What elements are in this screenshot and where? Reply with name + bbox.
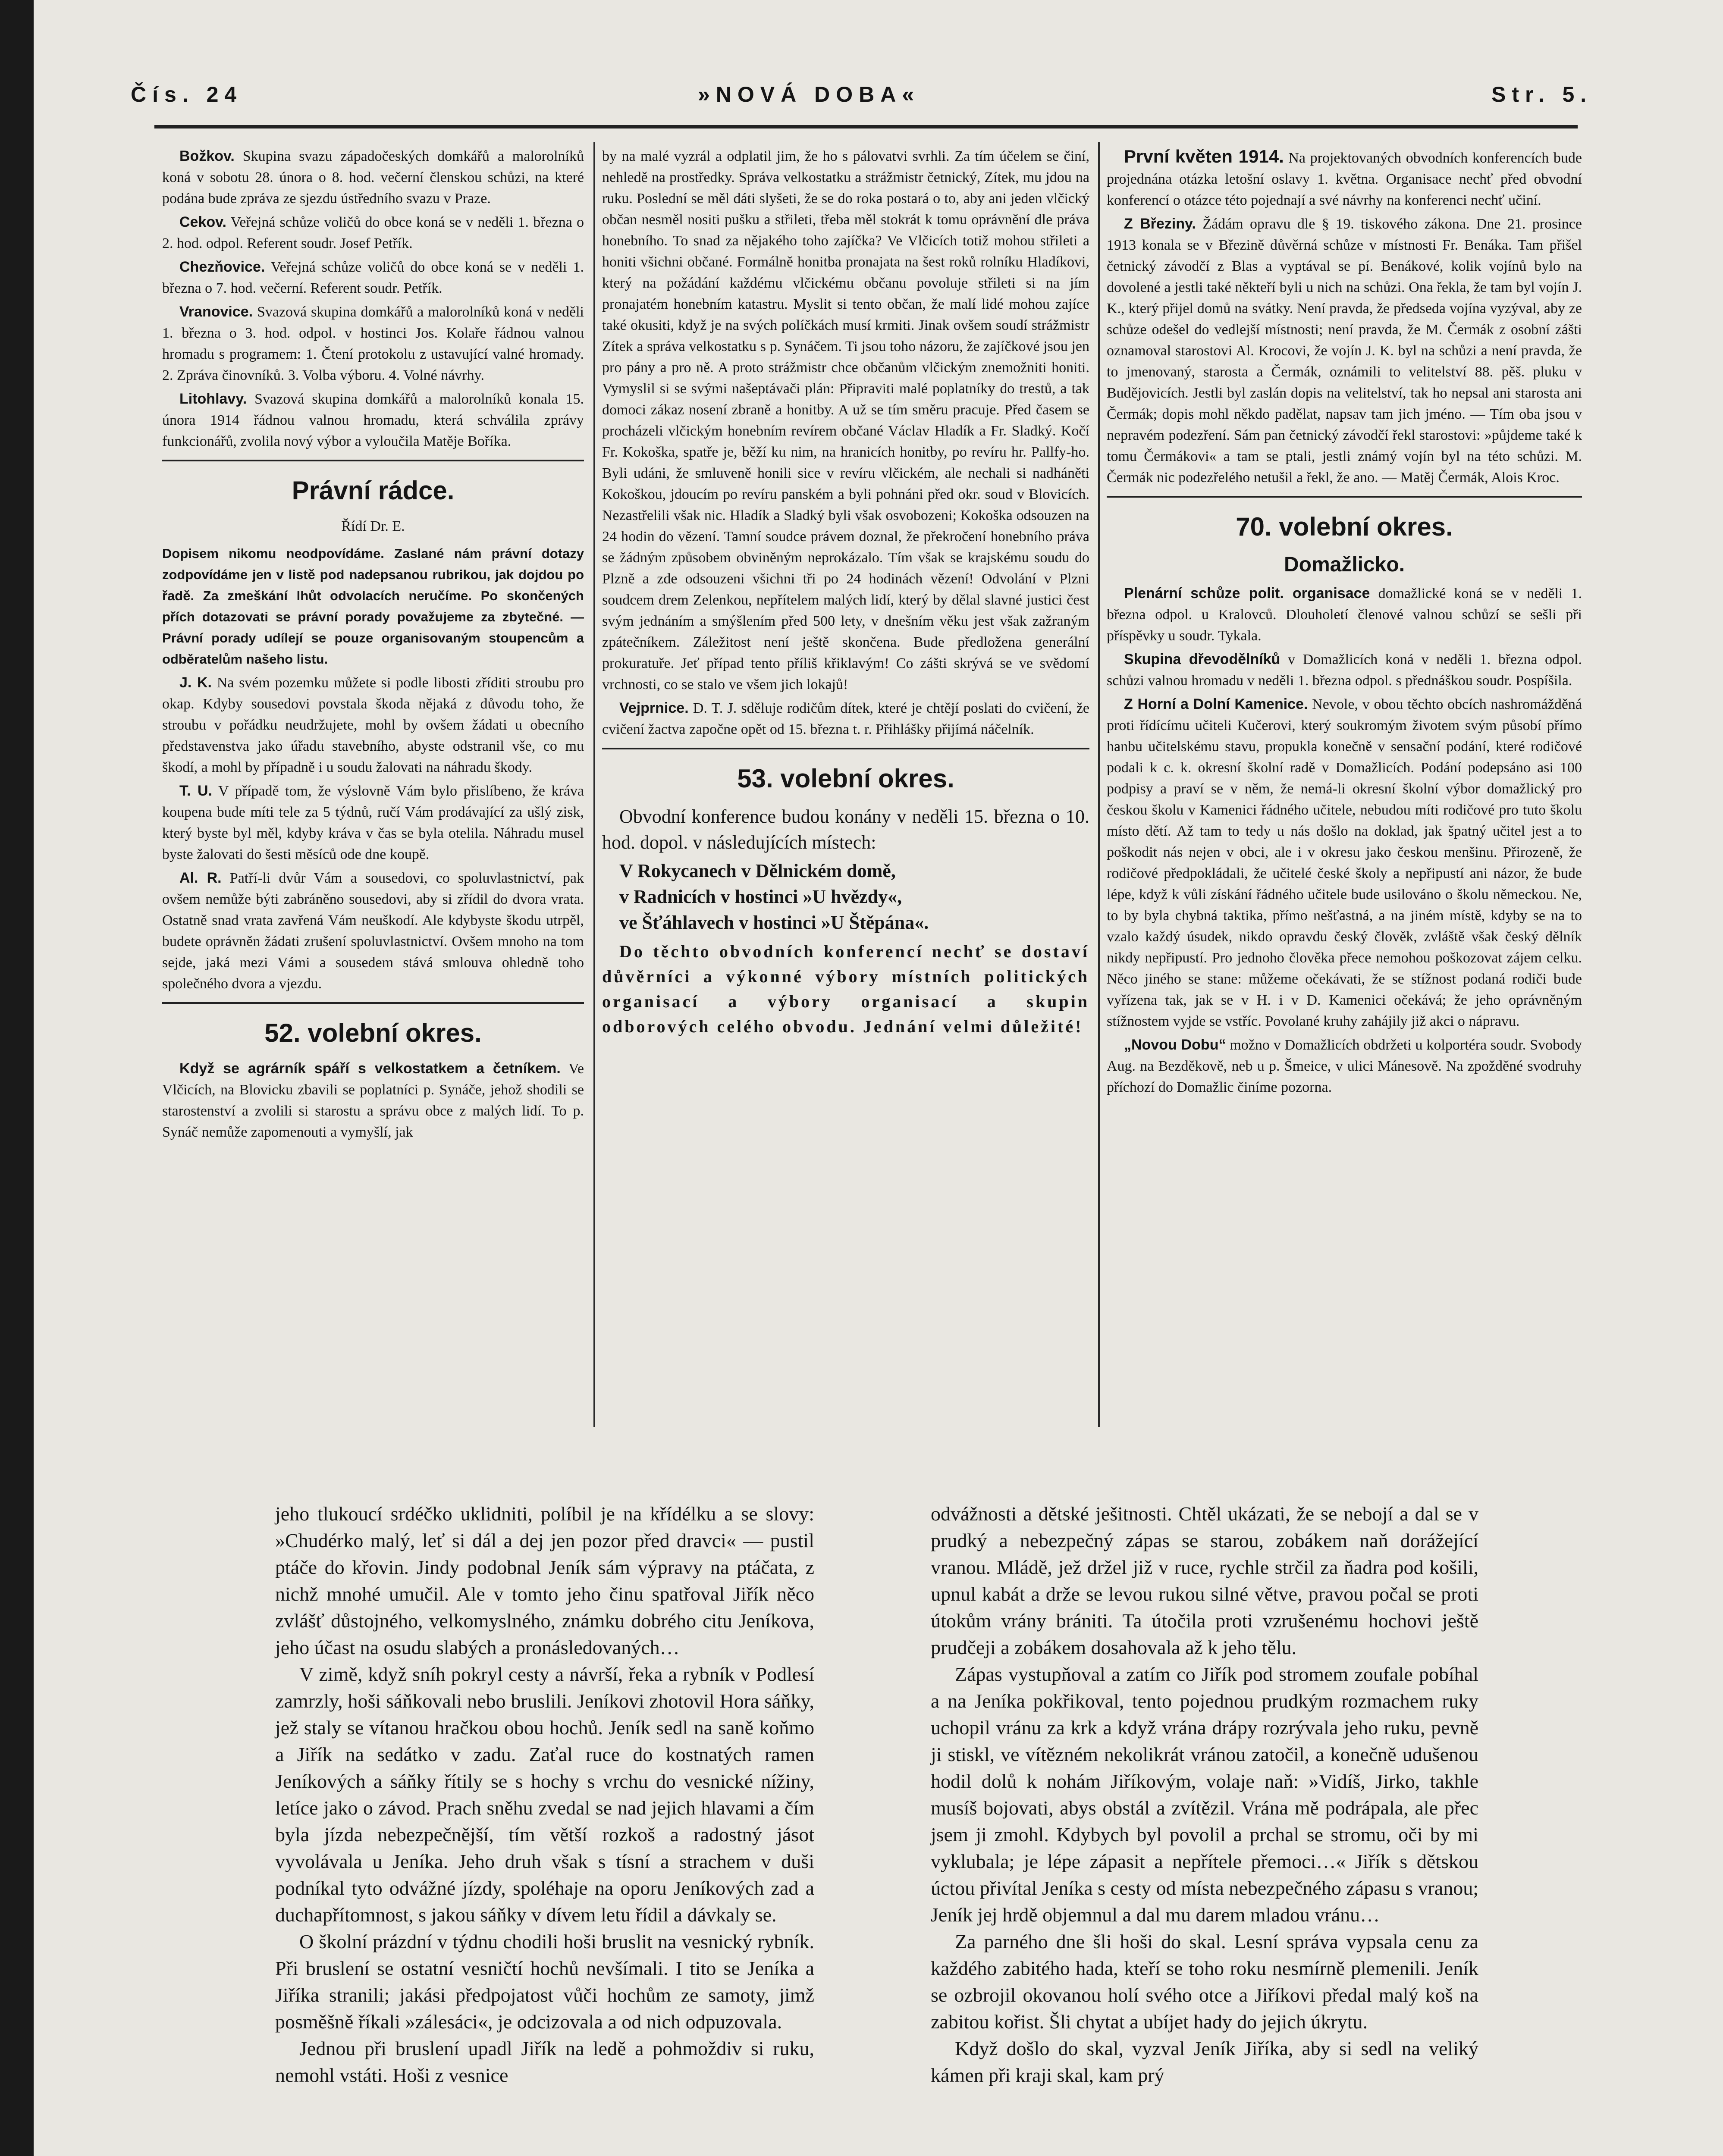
news-brezina: Z Březiny. Žádám opravu dle § 19. tiskového zákona. Dne 21. prosince 1913 konala se v Březině důvěrná schůze v místnosti Fr. Benáka. Tam přišel četnický závodčí z Blas a vyptával se pí. Benákové, kolik vojínů bylo na dovolené a jestli také někteří byli u nich na schůzi. Ona řekla, že tam byl vojín J. K., který přijel domů na svátky. Není pravda, že předseda vojína vyzýval, aby ze schůze odešel do vedlejší místnosti; není pravda, že M. Čermák z osobní zášti oznamoval starostovi Al. Krocovi, že vojín J. K. byl na schůzi a není pravda, že to jmenovaný, starosta a Čermák, oznámili to velitelství 88. pěš. pluku v Budějovicích. Jestli byl zaslán dopis na velitelství, tak ho nepsal ani starosta ani Čermák; dopis mohl někdo padělat, napsav tam jich jméno. — Tím oba jsou v nepravém podezření. Sám pan četnický závodčí řekl starostovi: »půjdeme také k tomu Čermákovi« a tam se ptali, jestli známý vojín byl na této schůzi. M. Čermák nic podezřelého netušil a řekl, že ano. — Matěj Čermák, Alois Kroc.	[1107, 216, 1582, 486]
column-1	[162, 146, 584, 1145]
story-paragraph: odvážnosti a dětské ješitnosti. Chtěl ukázati, že se nebojí a dal se v prudký a nebezpečný zápas se starou, zobákem naň dorážející vranou. Mládě, jež držel již v ruce, rychle strčil za ňadra pod košili, upnul kabát a drže se levou rukou silné větve, pravou počal se proti útokům vrány brániti. Ta útočila proti vzrušenému hochovi ještě prudčeji a zobákem dosahovala až k jeho tělu.	[931, 1503, 1478, 1658]
news-vranovice: Vranovice. Svazová skupina domkářů a malorolníků koná v neděli 1. března o 3. hod. odpol. v hostinci Jos. Kolaře řádnou valnou hromadu s programem: 1. Čtení protokolu z ustavující valné hromady. 2. Zpráva činovníků. 3. Volba výboru. 4. Volné návrhy.	[162, 304, 584, 383]
place-name: Vejprnice.	[619, 700, 689, 716]
article-headline: Z Horní a Dolní Kamenice.	[1124, 696, 1308, 712]
news-cekov: Cekov. Veřejná schůze voličů do obce koná se v neděli 1. března o 2. hod. odpol. Referent soudr. Josef Petřík.	[162, 214, 584, 251]
issue-number: Čís. 24	[131, 82, 243, 107]
okres-52-article: Když se agrárník spáří s velkostatkem a četníkem. Ve Vlčicích, na Blovicku zbavili se poplatníci p. Synáče, jehož shodili se starostenství a zvolili si starostu a správu obce z malých lidí. To p. Synáč nemůže zapomenouti a vymyšlí, jak	[162, 1060, 584, 1140]
legal-answer-1: J. K. Na svém pozemku můžete si podle libosti zříditi stroubu pro okap. Kdyby sousedovi povstala škoda nějaká z důvodu toho, že stroubu v pořádku neudržujete, mohl by ovšem žádati u obecního představenstva jako úřadu stavebního, abyste odstranil vše, co mu škodí, a mohl by případně i u soudu žalovati na náhradu škody.	[162, 674, 584, 775]
conference-intro: Obvodní konference budou konány v neděli 15. března o 10. hod. dopol. v následujících místech:	[602, 806, 1089, 853]
section-title-okres-53: 53. volební okres.	[737, 764, 954, 793]
vlcice-continued: by na malé vyzrál a odplatil jim, že ho s pálovatvi svrhli. Za tím účelem se činí, nehledě na prostředky. Správa velkostatku a strážmistr četnický, Zítek, mu jdou na ruku. Poslední se měl dáti slyšeti, že se do roka postará o to, aby ani jeden vlčický občan nesměl nositi pušku a střileti, třeba měl stokrát k tomu oprávnění dle práva honebního. To snad za nějakého toho zajíčka? Ve Vlčicích totiž mohou střileti a honiti všichni občané. Formálně honitba pronajata na šest roků rolníku Hladíkovi, který na požádání každému vlčickému občanu povoluje střileti si na jím pronajatém honebním katastru. Myslit si tento občan, že malí lidé mohou zajíce také okusiti, když je na svých políčkách musí krmiti. Jinak ovšem soudí strážmistr Zítek a správa velkostatku s p. Synáčem. Ti jsou toho názoru, že zajíčkové jsou jen pro pány a pro ně. A proto strážmistr chce občanům vlčickým znemožniti honiti. Vymyslil si se svými našeptávači plán: Připraviti malé poplatníky do trestů, a tak domoci zákaz nosení zbraně a honitby. A už se tím směru pracuje. Před časem se procházeli vlčickým honebním revírem občané Václav Hladík a Fr. Sladký. Kočí Fr. Kokoška, spatře je, běží ku nim, na hranicích honitby, po revíru hr. Pallfy-ho. Byli udáni, že smluveně honili sice v revíru vlčickém, ale nechali si nadháněti Kokoškou, jdoucím po revíru panském a byli pohnáni před okr. soud v Blovicích. Nezastřelili však nic. Hladík a Sladký byli však osvobozeni; Kokoška odsouzen na 24 hodin do vězení. Tamní soudce právem doznal, že překročení honebního práva se žádným způsobem obviněným neprokázalo. Tím však se krajskému soudu do Plzně a zde odsouzeni všichni tři po 24 hodinách vězení! Odvolání v Plzni soudcem drem Zelenkou, nepřítelem malých lidí, který by dělal slavné justici čest svým jednáním a smýšlením před 500 lety, v dnešním věku jest však zažraným zpátečníkem. Záležitost není ještě skončena. Bude předložena generální prokuratuře. Jeť případ tento příliš křiklavým! Co zášti skrývá se ve svědomí vrchnosti, co se stalo ve všem jich lokajů!	[602, 148, 1089, 693]
section-title-okres-52: 52. volební okres.	[264, 1018, 482, 1047]
conference-location-1: V Rokycanech v Dělnickém domě,	[619, 860, 896, 881]
header-rule	[154, 125, 1578, 128]
news-kamenice: Z Horní a Dolní Kamenice. Nevole, v obou těchto obcích nashromážděná proti řídícímu učiteli Kučerovi, který soukromým životem svým působí přímo hanbu učitelskému stavu, propukla konečně v sensační podání, které rodičové podali k c. k. okresní školní radě v Domažlicích. Podání podepsáno asi 100 podpisy a praví se v něm, že nemá-li okresní školní výbor domažlický pro českou školu v Kamenici řádného učitele, nebudou míti rodičové pro tuto školu místo dětí. Až tam to tedy u nás došlo na doklad, jak špatný učitel jest a to poškodit nás nejen v obci, ale i v okresu jako českou menšinu. Přirozeně, že rodičové předpokládali, že učitelé české školy a nepřipustí ani názor, že bude lépe, když k vůli získání řádného učitele bude usilováno o školu německou. Ne, to by byla chybná taktika, přímo nešťastná, a na jiném místě, kdyby se na to vzalo každý úsudek, nikdo opravdu český člověk, zvláště však český dělník nikdy nepřipustí. Pro jednoho člověka přece nemohou poškozovat zájem celku. Něco jiného se stane: můžeme očekávati, že se stížnost podaná rodiči bude vyřízena tak, jak se v H. i v D. Kamenici očekává; že jeho oprávněným stížnostem vyjde se vstříc. Povolané kruhy zahájily již akci o nápravu.	[1107, 696, 1582, 1029]
section-rule	[602, 748, 1089, 749]
section-rule	[1107, 496, 1582, 498]
conference-location-2: v Radnicích v hostinci »U hvězdy«,	[619, 886, 902, 907]
column-3	[1107, 146, 1582, 1100]
article-headline: Plenární schůze polit. organisace	[1124, 585, 1370, 602]
column-rule-2	[1098, 142, 1100, 1427]
masthead-title: »NOVÁ DOBA«	[698, 82, 920, 107]
place-name: Vranovice.	[179, 304, 253, 320]
column-2	[602, 146, 1089, 1042]
story-paragraph: V zimě, když sníh pokryl cesty a návrší, řeka a rybník v Podlesí zamrzly, hoši sáňkovali nebo bruslili. Jeníkovi zhotovil Hora sáňky, jež staly se vítanou hračkou obou hochů. Jeník sedl na saně koňmo a Jiřík na sedátko v zadu. Zaťal ruce do kostnatých ramen Jeníkových a sáňky řítily se s hochy s vrchu do vesnické nížiny, letíce jako o závod. Prach sněhu zvedal se nad jejich hlavami a čím byla jízda nebezpečnější, tím větší rozkoš a radostný jásot vyvolávala u Jeníka. Jeho druh však s tísní a strachem v duši podníkal tyto odvážné jízdy, spoléhaje na oporu Jeníkových zad a duchapřítomnost, s jakou sáňky v dívem letu řídil a dávkaly se.	[275, 1663, 814, 1926]
story-paragraph: O školní prázdní v týdnu chodili hoši bruslit na vesnický rybník. Při bruslení se ostatní vesničtí hochů nevšímali. I tito se Jeníka a Jiříka stranili; jakási předpojatost vůči hochům ze samoty, jimž posměšně říkali »zálesáci«, je odcizovala a od nich odpuzovala.	[275, 1930, 814, 2033]
article-headline: Když se agrárník spáří s velkostatkem a četníkem.	[179, 1060, 561, 1077]
story-paragraph: jeho tlukoucí srdéčko uklidniti, políbil je na křídélku a se slovy: »Chudérko malý, leť si dál a dej jen pozor před dravci« — pustil ptáče do křovin. Jindy podobnal Jeník sám výpravy na ptáčata, z nichž mnohé umučil. Ale v tomto jeho činu spatřoval Jiřík něco zvlášť důstojného, velkomyslného, známku dobrého citu Jeníkova, jeho účast na osudu slabých a pronásledovaných…	[275, 1503, 814, 1658]
feuilleton-right	[931, 1501, 1478, 2089]
legal-answer-2: T. U. V případě tom, že výslovně Vám bylo přislíbeno, že kráva koupena bude míti tele za 5 týdnů, ručí Vám prodávající za ušlý zisk, který byste byl měl, kdyby kráva v čas se byla otelila. Náhradu musel byste žalovati do šesti měsíců ode dne koupě.	[162, 783, 584, 862]
place-name: Cekov.	[179, 214, 226, 230]
story-paragraph: Když došlo do skal, vyzval Jeník Jiříka, aby si sedl na veliký kámen při kraji skal, kam prý	[931, 2037, 1478, 2086]
place-name: Chezňovice.	[179, 259, 265, 275]
newspaper-page	[34, 0, 1723, 2156]
district-name: Domažlicko.	[1284, 553, 1405, 576]
conference-notice	[602, 804, 1089, 1039]
news-litohlavy: Litohlavy. Svazová skupina domkářů a malorolníků konala 15. února 1914 řádnou valnou hromadu, která schválila zprávy funkcionářů, zvolila nový výbor a vyloučila Matěje Boříka.	[162, 391, 584, 449]
section-rule	[162, 460, 584, 461]
section-title-legal: Právní rádce.	[292, 476, 455, 505]
story-paragraph: Za parného dne šli hoši do skal. Lesní správa vypsala cenu za každého zabitého hada, kteří se toho roku nesmírně plemenili. Jeník se ozbrojil okovanou holí svého otce a Jiříkovi předal malý koš na zabitou kořist. Šli chytat a ubíjet hady do jejich úkrytu.	[931, 1930, 1478, 2033]
section-rule	[162, 1002, 584, 1004]
news-cheznovice: Chezňovice. Veřejná schůze voličů do obce koná se v neděli 1. března o 7. hod. večerní. Referent soudr. Petřík.	[162, 259, 584, 296]
article-headline: První květen 1914.	[1124, 146, 1284, 166]
news-woodworkers: Skupina dřevodělníků v Domažlicích koná v neděli 1. března odpol. schůzi valnou hromadu v neděli 1. března odpol. s přednáškou soudr. Pospíšila.	[1107, 651, 1582, 689]
article-headline: Skupina dřevodělníků	[1124, 651, 1280, 667]
may-day-note: První květen 1914. Na projektovaných obvodních konferencích bude projednána otázka letošní oslavy 1. května. Organisace nechť před obvodní konferencí o otázce této pojednají a své návrhy na konferenci nechť učiní.	[1107, 146, 1582, 208]
news-vejprnice: Vejprnice. D. T. J. sděluje rodičům dítek, které je chtějí poslati do cvičení, že cvičení žactva započne opět od 15. března t. r. Přihlášky přijímá náčelník.	[602, 700, 1089, 737]
legal-notice: Dopisem nikomu neodpovídáme. Zaslané nám právní dotazy zodpovídáme jen v listě pod nadepsanou rubrikou, jak dojdou po řadě. Za zmeškání lhůt odvolacích neručíme. Po skončených přích dotazovati se právní porady považujeme za zbytečné. — Právní porady udílejí se pouze organisovaným stoupencům a odběratelům našeho listu.	[162, 546, 584, 667]
news-plenary: Plenární schůze polit. organisace domažlické koná se v neděli 1. března odpol. u Kralovců. Dlouholetí členové valnou schůzí se sešli při příspěvky u soudr. Tykala.	[1107, 585, 1582, 644]
feuilleton-left	[275, 1501, 814, 2089]
place-name: Božkov.	[179, 148, 235, 164]
news-bozkov: Božkov. Skupina svazu západočeských domkářů a malorolníků koná v sobotu 28. února o 8. hod. večerní členskou schůzi, na které podána bude zpráva ze sjezdu ústředního svazu v Praze.	[162, 148, 584, 207]
news-nova-doba: „Novou Dobu“ možno v Domažlicích obdržeti u kolportéra soudr. Svobody Aug. na Bezděkově, neb u p. Šmeice, v ulici Mánesově. Na zpožděné svodruhy příchozí do Domažlic činíme pozorna.	[1107, 1037, 1582, 1095]
page-number: Str. 5.	[1491, 82, 1593, 107]
place-name: Z Březiny.	[1124, 216, 1196, 232]
editor-line: Řídí Dr. E.	[341, 518, 405, 534]
story-paragraph: Zápas vystupňoval a zatím co Jiřík pod stromem zoufale pobíhal a na Jeníka pokřikoval, tento pojednou prudkým rozmachem ruky uchopil vránu za krk a když vrána drápy rozrývala jeho ruku, pevně ji stiskl, ve vítězném nekolikrát vránou zatočil, a konečně udušenou hodil dolů k nohám Jiříkovým, volaje naň: »Vidíš, Jirko, takhle musíš bojovati, abys obstál a zvítězil. Vrána mě podrápala, ale přec jsem ji zmohl. Kdybych byl povolil a prchal se stromu, oči by mi vyklubala; je lépe zápasit a nepřítele přemoci…« Jiřík s dětskou úctou přivítal Jeníka s cesty od místa nebezpečného zápasu s vranou; Jeník jej hrdě objemnul a dal mu darem mladou vránu…	[931, 1663, 1478, 1926]
legal-answer-3: Al. R. Patří-li dvůr Vám a sousedovi, co spoluvlastnictví, pak ovšem nemůže býti zabráněno sousedovi, aby si zřídil do dvora vrata. Ostatně snad vrata zavřená Vám neuškodí. Ale kdybyste škodu utrpěl, budete oprávněn žádati zrušení spoluvlastnictví. Ovšem mnoho na tom sejde, jaká mezi Vámi a sousedem stává smlouva ohledně toho společného dvora a vjezdu.	[162, 870, 584, 992]
story-paragraph: Jednou při bruslení upadl Jiřík na ledě a pohmoždiv si ruku, nemohl vstáti. Hoši z vesnice	[275, 2037, 814, 2086]
place-name: Litohlavy.	[179, 391, 247, 407]
column-rule-1	[593, 142, 595, 1427]
section-title-okres-70: 70. volební okres.	[1236, 512, 1453, 541]
article-headline: „Novou Dobu“	[1124, 1037, 1226, 1053]
conference-location-3: ve Šťáhlavech v hostinci »U Štěpána«.	[619, 912, 929, 933]
conference-text: Do těchto obvodních konferencí nechť se dostaví důvěrníci a výkonné výbory místních politických organisací a výbory organisací a skupin odborových celého obvodu. Jednání velmi důležité!	[602, 942, 1089, 1036]
